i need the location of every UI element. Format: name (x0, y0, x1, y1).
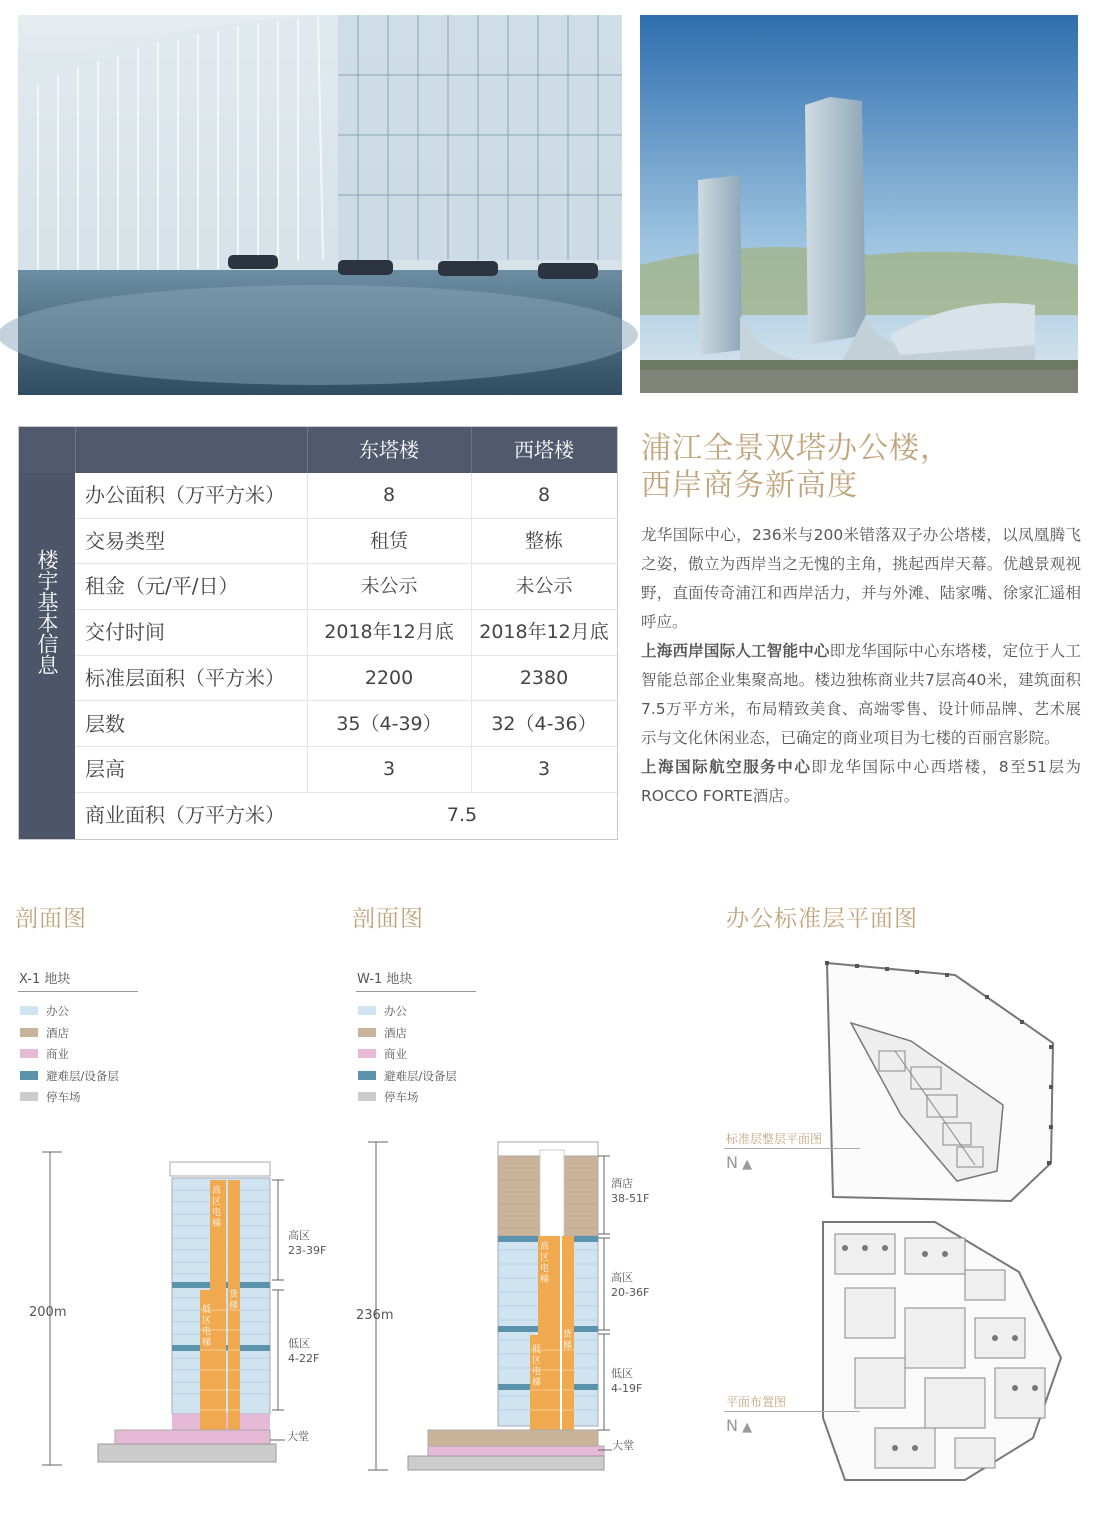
row-label: 办公面积（万平方米） (85, 483, 285, 507)
w1-height-label: 236m (356, 1308, 394, 1323)
podium-facade-illustration (18, 15, 622, 395)
row-value-west: 32（4-36） (491, 712, 597, 735)
legend-mid-rule (356, 991, 476, 992)
row-value-west: 2018年12月底 (479, 621, 609, 644)
photo-podium-facade (18, 15, 622, 395)
header-west-tower: 西塔楼 (514, 438, 574, 462)
row-value-west: 2380 (519, 666, 569, 689)
table-side-commercial (19, 793, 75, 839)
row-value-west: 未公示 (515, 575, 573, 598)
w1-zone-high-range: 20-36F (611, 1286, 650, 1299)
w1-zone-hotel (611, 1176, 649, 1206)
row-value-east: 租赁 (369, 529, 408, 552)
legend-swatch (20, 1028, 38, 1037)
x1-zone-low-range: 4-22F (288, 1352, 320, 1365)
floor-plan-layout (815, 1218, 1075, 1483)
x1-zone-low (288, 1336, 320, 1366)
legend-swatch (20, 1092, 38, 1101)
plan1-rule (724, 1148, 860, 1149)
row-value-east: 35（4-39） (336, 712, 442, 735)
paragraph-3 (641, 753, 1081, 811)
table-row (75, 702, 617, 748)
table-row (75, 564, 617, 610)
legend-swatch (20, 1049, 38, 1058)
legend-swatch (358, 1092, 376, 1101)
table-row-commercial (75, 793, 617, 839)
legend-swatch (358, 1071, 376, 1080)
table-side-label (19, 473, 75, 793)
w1-zone-low (611, 1366, 642, 1396)
paragraph-2-text: 即龙华国际中心东塔楼，定位于人工智能总部企业集聚高地。楼边独栋商业共7层高40米，建筑面积7.5万平方米，布局精致美食、高端零售、设计师品牌、艺术展示与文化休闲业态，已确定的商业项目为七楼的百丽宫影院。 (641, 642, 1081, 747)
table-row (75, 610, 617, 656)
w1-zone-low-label: 低区 (611, 1367, 633, 1380)
row-label: 层高 (85, 757, 125, 782)
legend-swatch (20, 1071, 38, 1080)
floor-plan-full (815, 955, 1065, 1205)
section-title-mid: 剖面图 (352, 906, 424, 932)
w1-zone-hotel-range: 38-51F (611, 1192, 650, 1205)
row-label: 交付时间 (85, 620, 165, 645)
x1-elevator-low: 低区电梯 (202, 1305, 212, 1348)
row-label: 商业面积（万平方米） (85, 803, 285, 827)
x1-lobby-label: 大堂 (287, 1430, 309, 1443)
legend-item: 商业 (46, 1047, 69, 1061)
paragraph-3-text: 即龙华国际中心西塔楼，8至51层为ROCCO FORTE酒店。 (641, 758, 1081, 805)
row-label: 租金（元/平/日） (85, 574, 239, 599)
plan2-north (726, 1416, 752, 1435)
row-value-east: 8 (382, 484, 396, 506)
legend-item: 避难层/设备层 (46, 1068, 119, 1083)
table-row (75, 747, 617, 793)
twin-towers-illustration (640, 15, 1078, 393)
legend-item: 商业 (384, 1047, 407, 1061)
plan1-north (726, 1153, 752, 1172)
x1-elevator-freight: 货梯 (229, 1290, 239, 1311)
table-row (75, 519, 617, 565)
north-label: N (726, 1416, 738, 1435)
plan2-label: 平面布置图 (726, 1395, 787, 1409)
headline-line1: 浦江全景双塔办公楼， (641, 431, 951, 466)
table-row (75, 656, 617, 702)
body-text (641, 521, 1081, 811)
x1-height-label: 200m (29, 1305, 67, 1320)
plan2-rule (724, 1411, 860, 1412)
row-label: 交易类型 (85, 528, 165, 553)
row-value-east: 3 (382, 758, 396, 781)
w1-zone-high-label: 高区 (611, 1271, 633, 1284)
w1-zone-hotel-label: 酒店 (611, 1177, 633, 1190)
w1-elevator-high: 高区电梯 (540, 1242, 550, 1285)
x1-zone-high-label: 高区 (288, 1229, 310, 1242)
north-arrow-icon: ▲ (737, 1157, 753, 1172)
legend-mid-title: W-1 地块 (357, 972, 413, 987)
row-value-east: 2018年12月底 (324, 621, 454, 644)
w1-elevator-low: 低区电梯 (532, 1345, 542, 1388)
row-value-east: 未公示 (360, 575, 418, 598)
headline-line2: 西岸商务新高度 (641, 468, 858, 503)
row-label: 标准层面积（平方米） (85, 665, 285, 690)
x1-zone-high-range: 23-39F (288, 1244, 327, 1257)
row-value-west: 3 (537, 758, 551, 781)
legend-item: 避难层/设备层 (384, 1068, 457, 1083)
legend-left-title: X-1 地块 (19, 972, 71, 987)
table-header (19, 427, 617, 473)
north-arrow-icon: ▲ (737, 1420, 753, 1435)
legend-item: 办公 (46, 1004, 69, 1018)
row-value-west: 8 (537, 484, 551, 506)
table-row (75, 473, 617, 519)
row-value-west: 整栋 (524, 529, 563, 552)
side-label-text: 楼宇基本信息 (35, 549, 59, 675)
legend-swatch (20, 1006, 38, 1015)
legend-item: 酒店 (46, 1025, 69, 1040)
legend-item: 酒店 (384, 1025, 407, 1040)
row-value-commercial: 7.5 (446, 804, 478, 826)
legend-item: 停车场 (46, 1090, 81, 1104)
row-label: 层数 (85, 711, 125, 736)
x1-zone-high (288, 1228, 327, 1258)
photo-twin-towers (640, 15, 1078, 393)
w1-zone-low-range: 4-19F (611, 1382, 643, 1395)
paragraph-3-highlight: 上海国际航空服务中心 (641, 758, 812, 776)
building-info-table (18, 426, 618, 840)
legend-swatch (358, 1006, 376, 1015)
paragraph-2-highlight: 上海西岸国际人工智能中心 (641, 642, 830, 660)
north-label: N (726, 1153, 738, 1172)
legend-item: 停车场 (384, 1090, 419, 1104)
w1-lobby-label: 大堂 (612, 1439, 634, 1452)
legend-left-rule (18, 991, 138, 992)
legend-item: 办公 (384, 1004, 407, 1018)
legend-swatch (358, 1028, 376, 1037)
paragraph-1: 龙华国际中心，236米与200米错落双子办公塔楼，以凤凰腾飞之姿，傲立为西岸当之无愧的主角，挑起西岸天幕。优越景观视野，直面传奇浦江和西岸活力，并与外滩、陆家嘴、徐家汇遥相呼应。 (641, 526, 1081, 631)
plan1-label: 标准层整层平面图 (726, 1132, 823, 1146)
legend-swatch (358, 1049, 376, 1058)
row-value-east: 2200 (364, 666, 414, 689)
header-east-tower: 东塔楼 (359, 438, 419, 462)
section-title-left: 剖面图 (15, 906, 87, 932)
w1-elevator-freight: 货梯 (563, 1330, 573, 1351)
x1-zone-low-label: 低区 (288, 1337, 310, 1350)
w1-zone-high (611, 1270, 649, 1300)
x1-elevator-high: 高区电梯 (212, 1186, 222, 1229)
section-title-floorplan: 办公标准层平面图 (726, 906, 918, 932)
paragraph-2 (641, 637, 1081, 753)
